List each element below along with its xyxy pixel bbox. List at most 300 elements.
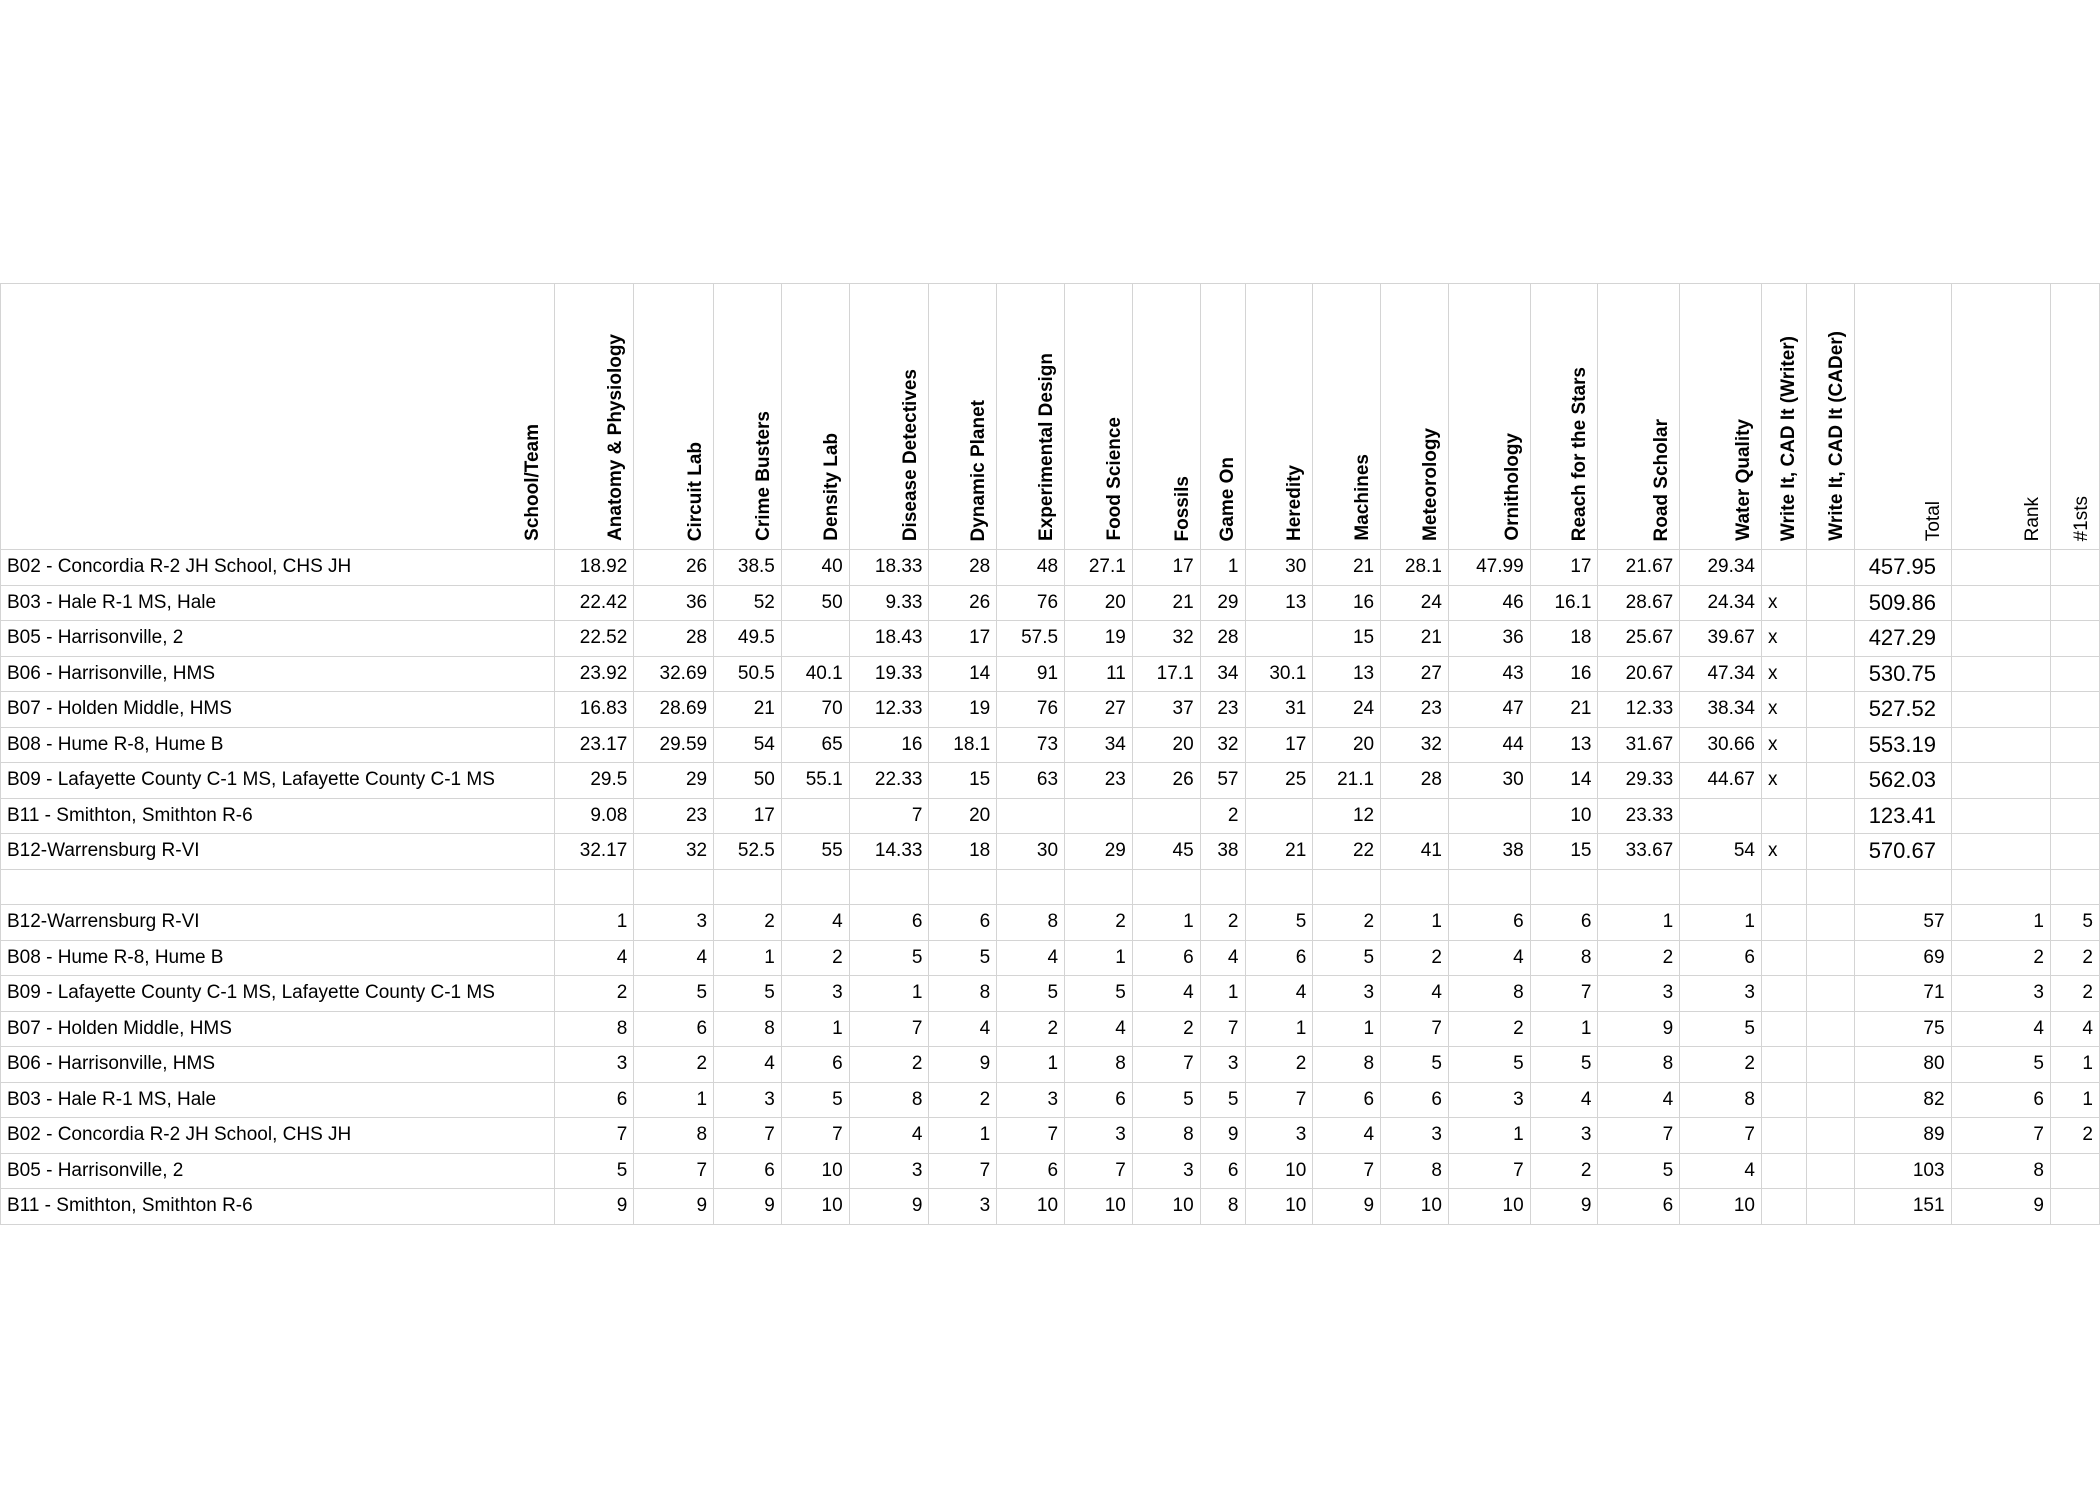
empty-cell[interactable] — [1313, 869, 1381, 905]
value-cell[interactable]: 1 — [929, 1118, 997, 1154]
value-cell[interactable]: 4 — [1200, 940, 1245, 976]
team-name-cell[interactable]: B06 - Harrisonville, HMS — [1, 656, 555, 692]
value-cell[interactable]: 38.34 — [1680, 692, 1762, 728]
value-cell[interactable]: 26 — [1132, 763, 1200, 799]
value-cell[interactable]: 8 — [1200, 1189, 1245, 1225]
value-cell[interactable]: 7 — [1680, 1118, 1762, 1154]
value-cell[interactable]: 5 — [1313, 940, 1381, 976]
value-cell[interactable]: 50 — [781, 585, 849, 621]
value-cell[interactable]: 3 — [1680, 976, 1762, 1012]
value-cell[interactable]: 4 — [1951, 1011, 2050, 1047]
empty-cell[interactable] — [1448, 869, 1530, 905]
value-cell[interactable]: 16.1 — [1530, 585, 1598, 621]
value-cell[interactable]: 10 — [781, 1153, 849, 1189]
value-cell[interactable]: 4 — [849, 1118, 929, 1154]
value-cell[interactable]: 7 — [1065, 1153, 1133, 1189]
column-header[interactable] — [1200, 284, 1245, 550]
value-cell[interactable]: 5 — [1598, 1153, 1680, 1189]
value-cell[interactable]: 34 — [1200, 656, 1245, 692]
value-cell[interactable]: 3 — [929, 1189, 997, 1225]
value-cell[interactable]: 123.41 — [1854, 798, 1951, 834]
value-cell[interactable]: 12.33 — [849, 692, 929, 728]
value-cell[interactable]: 1 — [1132, 905, 1200, 941]
value-cell[interactable]: 6 — [714, 1153, 782, 1189]
value-cell[interactable] — [1761, 1047, 1806, 1083]
value-cell[interactable]: 1 — [1530, 1011, 1598, 1047]
value-cell[interactable]: 2 — [1200, 905, 1245, 941]
value-cell[interactable]: x — [1761, 834, 1806, 870]
value-cell[interactable]: 4 — [1680, 1153, 1762, 1189]
value-cell[interactable] — [1806, 1011, 1854, 1047]
value-cell[interactable]: 44 — [1448, 727, 1530, 763]
value-cell[interactable]: 1 — [1065, 940, 1133, 976]
value-cell[interactable]: 7 — [1245, 1082, 1313, 1118]
value-cell[interactable] — [781, 621, 849, 657]
value-cell[interactable] — [1806, 1153, 1854, 1189]
value-cell[interactable]: 18.43 — [849, 621, 929, 657]
value-cell[interactable]: 27.1 — [1065, 550, 1133, 586]
value-cell[interactable] — [1448, 798, 1530, 834]
value-cell[interactable]: 30 — [1448, 763, 1530, 799]
value-cell[interactable]: 3 — [634, 905, 714, 941]
value-cell[interactable] — [1951, 763, 2050, 799]
value-cell[interactable]: 24 — [1381, 585, 1449, 621]
value-cell[interactable]: 5 — [781, 1082, 849, 1118]
team-name-cell[interactable]: B02 - Concordia R-2 JH School, CHS JH — [1, 550, 555, 586]
value-cell[interactable]: 65 — [781, 727, 849, 763]
value-cell[interactable] — [1381, 798, 1449, 834]
empty-cell[interactable] — [929, 869, 997, 905]
team-name-cell[interactable]: B07 - Holden Middle, HMS — [1, 1011, 555, 1047]
value-cell[interactable]: 26 — [929, 585, 997, 621]
value-cell[interactable]: 21.67 — [1598, 550, 1680, 586]
value-cell[interactable]: 7 — [1200, 1011, 1245, 1047]
value-cell[interactable]: 28 — [929, 550, 997, 586]
value-cell[interactable]: 1 — [997, 1047, 1065, 1083]
value-cell[interactable]: 8 — [634, 1118, 714, 1154]
value-cell[interactable]: 21 — [1530, 692, 1598, 728]
value-cell[interactable]: 6 — [1381, 1082, 1449, 1118]
value-cell[interactable]: 10 — [1245, 1153, 1313, 1189]
value-cell[interactable]: 80 — [1854, 1047, 1951, 1083]
value-cell[interactable]: 9 — [634, 1189, 714, 1225]
value-cell[interactable]: 63 — [997, 763, 1065, 799]
value-cell[interactable]: 8 — [1313, 1047, 1381, 1083]
value-cell[interactable]: 2 — [1381, 940, 1449, 976]
value-cell[interactable] — [2050, 550, 2099, 586]
value-cell[interactable]: 9 — [1951, 1189, 2050, 1225]
value-cell[interactable] — [1951, 798, 2050, 834]
value-cell[interactable]: 570.67 — [1854, 834, 1951, 870]
value-cell[interactable]: 19.33 — [849, 656, 929, 692]
value-cell[interactable]: 55.1 — [781, 763, 849, 799]
value-cell[interactable]: 30.66 — [1680, 727, 1762, 763]
value-cell[interactable]: 16.83 — [554, 692, 634, 728]
value-cell[interactable]: 17 — [1530, 550, 1598, 586]
value-cell[interactable]: 14 — [929, 656, 997, 692]
value-cell[interactable]: 36 — [634, 585, 714, 621]
value-cell[interactable] — [2050, 585, 2099, 621]
value-cell[interactable]: 23 — [1200, 692, 1245, 728]
value-cell[interactable]: 4 — [1448, 940, 1530, 976]
value-cell[interactable]: 23 — [1065, 763, 1133, 799]
value-cell[interactable]: 3 — [1598, 976, 1680, 1012]
value-cell[interactable]: 4 — [1598, 1082, 1680, 1118]
value-cell[interactable] — [1806, 798, 1854, 834]
value-cell[interactable]: 4 — [997, 940, 1065, 976]
value-cell[interactable] — [1761, 1189, 1806, 1225]
value-cell[interactable]: x — [1761, 656, 1806, 692]
value-cell[interactable]: 1 — [1680, 905, 1762, 941]
value-cell[interactable]: 75 — [1854, 1011, 1951, 1047]
value-cell[interactable]: 2 — [1951, 940, 2050, 976]
empty-cell[interactable] — [1200, 869, 1245, 905]
value-cell[interactable]: 37 — [1132, 692, 1200, 728]
value-cell[interactable]: 27 — [1065, 692, 1133, 728]
value-cell[interactable] — [1951, 834, 2050, 870]
value-cell[interactable] — [1761, 798, 1806, 834]
value-cell[interactable]: 18.92 — [554, 550, 634, 586]
value-cell[interactable]: 20.67 — [1598, 656, 1680, 692]
value-cell[interactable]: 427.29 — [1854, 621, 1951, 657]
empty-cell[interactable] — [1806, 869, 1854, 905]
empty-cell[interactable] — [1245, 869, 1313, 905]
value-cell[interactable]: 7 — [781, 1118, 849, 1154]
value-cell[interactable]: 9 — [1598, 1011, 1680, 1047]
team-name-cell[interactable]: B11 - Smithton, Smithton R-6 — [1, 1189, 555, 1225]
value-cell[interactable]: 29.59 — [634, 727, 714, 763]
value-cell[interactable]: 30.1 — [1245, 656, 1313, 692]
value-cell[interactable]: 25.67 — [1598, 621, 1680, 657]
value-cell[interactable]: 82 — [1854, 1082, 1951, 1118]
value-cell[interactable] — [1806, 976, 1854, 1012]
value-cell[interactable]: 41 — [1381, 834, 1449, 870]
empty-cell[interactable] — [1, 869, 555, 905]
value-cell[interactable]: 1 — [2050, 1082, 2099, 1118]
value-cell[interactable]: 55 — [781, 834, 849, 870]
value-cell[interactable]: 34 — [1065, 727, 1133, 763]
value-cell[interactable]: 8 — [1132, 1118, 1200, 1154]
value-cell[interactable]: 32 — [1381, 727, 1449, 763]
value-cell[interactable]: 9.33 — [849, 585, 929, 621]
value-cell[interactable]: 7 — [849, 1011, 929, 1047]
value-cell[interactable]: 1 — [1448, 1118, 1530, 1154]
value-cell[interactable] — [2050, 656, 2099, 692]
value-cell[interactable]: 15 — [929, 763, 997, 799]
value-cell[interactable]: 6 — [1065, 1082, 1133, 1118]
value-cell[interactable]: 2 — [997, 1011, 1065, 1047]
value-cell[interactable]: 19 — [929, 692, 997, 728]
value-cell[interactable]: 5 — [2050, 905, 2099, 941]
column-header[interactable] — [1381, 284, 1449, 550]
value-cell[interactable]: 10 — [1680, 1189, 1762, 1225]
value-cell[interactable] — [1806, 834, 1854, 870]
value-cell[interactable]: 52.5 — [714, 834, 782, 870]
value-cell[interactable]: 8 — [1680, 1082, 1762, 1118]
column-header[interactable] — [1951, 284, 2050, 550]
value-cell[interactable]: 1 — [1313, 1011, 1381, 1047]
value-cell[interactable]: 8 — [1951, 1153, 2050, 1189]
value-cell[interactable]: 9 — [1200, 1118, 1245, 1154]
value-cell[interactable]: 33.67 — [1598, 834, 1680, 870]
value-cell[interactable]: 32.17 — [554, 834, 634, 870]
value-cell[interactable] — [1761, 1011, 1806, 1047]
value-cell[interactable]: 5 — [929, 940, 997, 976]
empty-cell[interactable] — [1065, 869, 1133, 905]
value-cell[interactable]: 32 — [1200, 727, 1245, 763]
value-cell[interactable]: 52 — [714, 585, 782, 621]
column-header[interactable] — [2050, 284, 2099, 550]
value-cell[interactable]: 6 — [1200, 1153, 1245, 1189]
value-cell[interactable]: 12 — [1313, 798, 1381, 834]
value-cell[interactable] — [1761, 1153, 1806, 1189]
value-cell[interactable]: 18.33 — [849, 550, 929, 586]
value-cell[interactable]: 2 — [714, 905, 782, 941]
value-cell[interactable] — [2050, 692, 2099, 728]
empty-cell[interactable] — [1854, 869, 1951, 905]
value-cell[interactable] — [1806, 1118, 1854, 1154]
value-cell[interactable]: 7 — [634, 1153, 714, 1189]
value-cell[interactable]: 9 — [1530, 1189, 1598, 1225]
value-cell[interactable] — [1806, 940, 1854, 976]
value-cell[interactable]: x — [1761, 763, 1806, 799]
value-cell[interactable]: 91 — [997, 656, 1065, 692]
value-cell[interactable]: 23.17 — [554, 727, 634, 763]
value-cell[interactable]: 7 — [929, 1153, 997, 1189]
value-cell[interactable]: 24.34 — [1680, 585, 1762, 621]
value-cell[interactable]: 1 — [781, 1011, 849, 1047]
value-cell[interactable]: 10 — [1245, 1189, 1313, 1225]
value-cell[interactable]: 6 — [1680, 940, 1762, 976]
value-cell[interactable]: 9 — [849, 1189, 929, 1225]
value-cell[interactable]: 4 — [1065, 1011, 1133, 1047]
value-cell[interactable]: 4 — [1313, 1118, 1381, 1154]
value-cell[interactable] — [1951, 727, 2050, 763]
value-cell[interactable]: 28.69 — [634, 692, 714, 728]
value-cell[interactable]: 13 — [1313, 656, 1381, 692]
value-cell[interactable]: 3 — [1313, 976, 1381, 1012]
column-header[interactable] — [997, 284, 1065, 550]
team-name-cell[interactable]: B12-Warrensburg R-VI — [1, 834, 555, 870]
value-cell[interactable]: 20 — [1313, 727, 1381, 763]
value-cell[interactable]: 8 — [929, 976, 997, 1012]
value-cell[interactable]: 21.1 — [1313, 763, 1381, 799]
value-cell[interactable]: 23.33 — [1598, 798, 1680, 834]
value-cell[interactable]: 17 — [1132, 550, 1200, 586]
value-cell[interactable]: 1 — [1951, 905, 2050, 941]
value-cell[interactable]: 6 — [849, 905, 929, 941]
value-cell[interactable]: 18.1 — [929, 727, 997, 763]
value-cell[interactable]: 31.67 — [1598, 727, 1680, 763]
value-cell[interactable]: 16 — [1313, 585, 1381, 621]
value-cell[interactable]: 54 — [714, 727, 782, 763]
team-name-cell[interactable]: B09 - Lafayette County C-1 MS, Lafayette County C-1 MS — [1, 763, 555, 799]
value-cell[interactable]: 6 — [554, 1082, 634, 1118]
value-cell[interactable]: 38 — [1200, 834, 1245, 870]
team-name-cell[interactable]: B09 - Lafayette County C-1 MS, Lafayette County C-1 MS — [1, 976, 555, 1012]
value-cell[interactable]: 5 — [634, 976, 714, 1012]
empty-cell[interactable] — [1381, 869, 1449, 905]
value-cell[interactable] — [1806, 656, 1854, 692]
value-cell[interactable] — [781, 798, 849, 834]
value-cell[interactable]: 2 — [1132, 1011, 1200, 1047]
value-cell[interactable]: 29 — [1065, 834, 1133, 870]
value-cell[interactable]: 13 — [1530, 727, 1598, 763]
value-cell[interactable]: 10 — [997, 1189, 1065, 1225]
value-cell[interactable]: 28 — [634, 621, 714, 657]
value-cell[interactable]: 57 — [1854, 905, 1951, 941]
value-cell[interactable]: 7 — [1132, 1047, 1200, 1083]
value-cell[interactable]: 553.19 — [1854, 727, 1951, 763]
value-cell[interactable] — [1806, 1082, 1854, 1118]
value-cell[interactable]: 21 — [1313, 550, 1381, 586]
value-cell[interactable]: 8 — [1448, 976, 1530, 1012]
value-cell[interactable] — [1132, 798, 1200, 834]
value-cell[interactable]: 5 — [714, 976, 782, 1012]
value-cell[interactable]: 2 — [1530, 1153, 1598, 1189]
value-cell[interactable]: 5 — [1245, 905, 1313, 941]
value-cell[interactable]: 4 — [554, 940, 634, 976]
value-cell[interactable] — [1951, 656, 2050, 692]
value-cell[interactable]: 45 — [1132, 834, 1200, 870]
value-cell[interactable]: 6 — [997, 1153, 1065, 1189]
value-cell[interactable]: 16 — [849, 727, 929, 763]
value-cell[interactable]: 70 — [781, 692, 849, 728]
value-cell[interactable]: 2 — [2050, 976, 2099, 1012]
value-cell[interactable]: 89 — [1854, 1118, 1951, 1154]
value-cell[interactable]: 20 — [1132, 727, 1200, 763]
value-cell[interactable]: 31 — [1245, 692, 1313, 728]
value-cell[interactable]: 2 — [634, 1047, 714, 1083]
value-cell[interactable]: x — [1761, 585, 1806, 621]
value-cell[interactable] — [1951, 550, 2050, 586]
column-header[interactable] — [1132, 284, 1200, 550]
column-header[interactable] — [714, 284, 782, 550]
value-cell[interactable]: 527.52 — [1854, 692, 1951, 728]
value-cell[interactable]: 29.34 — [1680, 550, 1762, 586]
value-cell[interactable]: 3 — [714, 1082, 782, 1118]
value-cell[interactable]: 27 — [1381, 656, 1449, 692]
value-cell[interactable]: 15 — [1313, 621, 1381, 657]
value-cell[interactable]: 2 — [2050, 1118, 2099, 1154]
value-cell[interactable]: 22.42 — [554, 585, 634, 621]
value-cell[interactable]: 7 — [1951, 1118, 2050, 1154]
empty-cell[interactable] — [1530, 869, 1598, 905]
value-cell[interactable] — [997, 798, 1065, 834]
value-cell[interactable]: 21 — [714, 692, 782, 728]
value-cell[interactable]: 1 — [634, 1082, 714, 1118]
team-name-cell[interactable]: B05 - Harrisonville, 2 — [1, 621, 555, 657]
team-name-cell[interactable]: B03 - Hale R-1 MS, Hale — [1, 585, 555, 621]
value-cell[interactable] — [1761, 1118, 1806, 1154]
value-cell[interactable]: 9 — [1313, 1189, 1381, 1225]
empty-cell[interactable] — [1132, 869, 1200, 905]
value-cell[interactable]: 4 — [1132, 976, 1200, 1012]
value-cell[interactable]: 16 — [1530, 656, 1598, 692]
value-cell[interactable]: 4 — [2050, 1011, 2099, 1047]
team-name-cell[interactable]: B05 - Harrisonville, 2 — [1, 1153, 555, 1189]
value-cell[interactable]: 2 — [554, 976, 634, 1012]
value-cell[interactable]: 6 — [929, 905, 997, 941]
value-cell[interactable]: 32 — [1132, 621, 1200, 657]
value-cell[interactable]: 10 — [1448, 1189, 1530, 1225]
team-name-cell[interactable]: B03 - Hale R-1 MS, Hale — [1, 1082, 555, 1118]
value-cell[interactable]: 1 — [1200, 550, 1245, 586]
value-cell[interactable]: 69 — [1854, 940, 1951, 976]
value-cell[interactable]: 13 — [1245, 585, 1313, 621]
value-cell[interactable]: 7 — [849, 798, 929, 834]
value-cell[interactable]: 562.03 — [1854, 763, 1951, 799]
value-cell[interactable]: 5 — [1448, 1047, 1530, 1083]
value-cell[interactable]: 3 — [1132, 1153, 1200, 1189]
value-cell[interactable] — [1761, 1082, 1806, 1118]
value-cell[interactable]: 3 — [997, 1082, 1065, 1118]
value-cell[interactable]: 24 — [1313, 692, 1381, 728]
value-cell[interactable]: 43 — [1448, 656, 1530, 692]
value-cell[interactable]: 47.99 — [1448, 550, 1530, 586]
value-cell[interactable]: 29.33 — [1598, 763, 1680, 799]
value-cell[interactable]: 21 — [1132, 585, 1200, 621]
value-cell[interactable]: 3 — [1448, 1082, 1530, 1118]
empty-cell[interactable] — [1951, 869, 2050, 905]
value-cell[interactable]: 71 — [1854, 976, 1951, 1012]
value-cell[interactable]: 2 — [781, 940, 849, 976]
value-cell[interactable]: 2 — [1065, 905, 1133, 941]
value-cell[interactable]: 17 — [929, 621, 997, 657]
value-cell[interactable]: 9.08 — [554, 798, 634, 834]
value-cell[interactable]: 9 — [554, 1189, 634, 1225]
value-cell[interactable] — [1806, 1047, 1854, 1083]
value-cell[interactable]: 47 — [1448, 692, 1530, 728]
value-cell[interactable]: 57 — [1200, 763, 1245, 799]
value-cell[interactable]: 2 — [1313, 905, 1381, 941]
value-cell[interactable]: 29 — [634, 763, 714, 799]
value-cell[interactable]: 23 — [1381, 692, 1449, 728]
column-header[interactable] — [1598, 284, 1680, 550]
value-cell[interactable]: 50.5 — [714, 656, 782, 692]
column-header[interactable] — [1854, 284, 1951, 550]
team-name-cell[interactable]: B08 - Hume R-8, Hume B — [1, 727, 555, 763]
value-cell[interactable]: 8 — [1530, 940, 1598, 976]
value-cell[interactable]: 32 — [634, 834, 714, 870]
value-cell[interactable]: 8 — [554, 1011, 634, 1047]
value-cell[interactable]: 3 — [1381, 1118, 1449, 1154]
value-cell[interactable] — [2050, 1189, 2099, 1225]
value-cell[interactable]: 509.86 — [1854, 585, 1951, 621]
value-cell[interactable]: 5 — [1200, 1082, 1245, 1118]
value-cell[interactable]: 39.67 — [1680, 621, 1762, 657]
value-cell[interactable]: 3 — [1200, 1047, 1245, 1083]
value-cell[interactable]: 28.67 — [1598, 585, 1680, 621]
value-cell[interactable]: 15 — [1530, 834, 1598, 870]
empty-cell[interactable] — [1761, 869, 1806, 905]
value-cell[interactable]: 151 — [1854, 1189, 1951, 1225]
value-cell[interactable]: x — [1761, 621, 1806, 657]
value-cell[interactable] — [2050, 1153, 2099, 1189]
column-header[interactable] — [1448, 284, 1530, 550]
team-name-cell[interactable]: B07 - Holden Middle, HMS — [1, 692, 555, 728]
value-cell[interactable]: 36 — [1448, 621, 1530, 657]
value-cell[interactable]: 28.1 — [1381, 550, 1449, 586]
value-cell[interactable]: 2 — [929, 1082, 997, 1118]
value-cell[interactable]: 530.75 — [1854, 656, 1951, 692]
value-cell[interactable]: 5 — [1680, 1011, 1762, 1047]
value-cell[interactable]: 7 — [1381, 1011, 1449, 1047]
value-cell[interactable]: 5 — [554, 1153, 634, 1189]
value-cell[interactable]: 5 — [849, 940, 929, 976]
value-cell[interactable]: 3 — [781, 976, 849, 1012]
value-cell[interactable]: 17 — [1245, 727, 1313, 763]
